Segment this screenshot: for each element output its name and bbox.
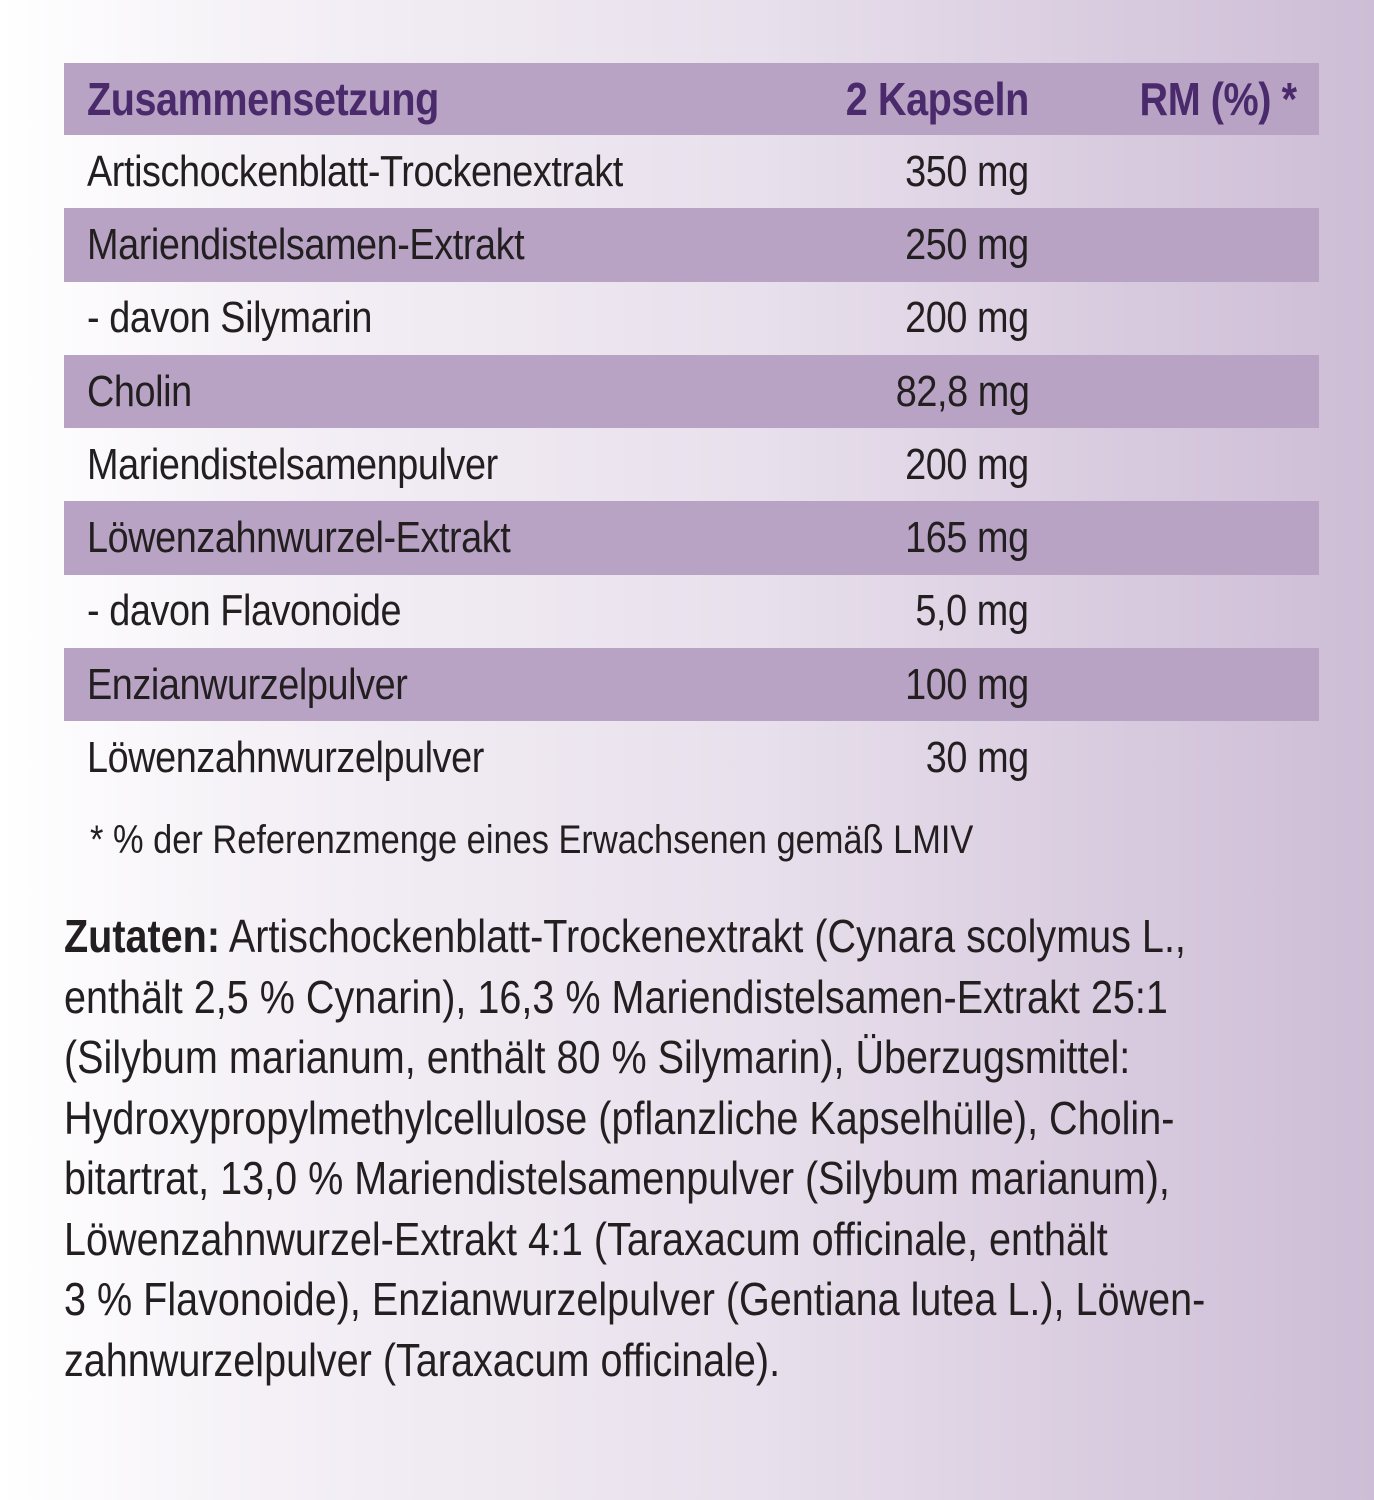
ingredients-line: Löwenzahnwurzel-Extrakt 4:1 (Taraxacum officinale, enthält [64,1212,1108,1265]
ingredients-text [64,906,1311,1390]
composition-table [64,63,1319,795]
ingredients-line: enthält 2,5 % Cynarin), 16,3 % Mariendistelsamen-Extrakt 25:1 [64,970,1168,1023]
row-amount: 350 mg [905,146,1029,196]
footnote: * % der Referenzmenge eines Erwachsenen gemäß LMIV [90,818,974,862]
ingredients-line: 3 % Flavonoide), Enzianwurzelpulver (Gentiana lutea L.), Löwen- [64,1273,1206,1325]
row-name: Artischockenblatt-Trockenextrakt [87,146,623,196]
row-name: Löwenzahnwurzelpulver [87,733,484,783]
row-name: Löwenzahnwurzel-Extrakt [87,513,511,563]
row-name: Cholin [87,366,192,416]
row-name: Mariendistelsamen-Extrakt [87,219,525,269]
ingredients-label: Zutaten: [64,910,221,962]
table-row [64,648,1319,721]
row-amount: 82,8 mg [895,366,1029,416]
ingredients-line-text: Artischockenblatt-Trockenextrakt (Cynara scolymus L., [220,910,1186,962]
ingredients-line: (Silybum marianum, enthält 80 % Silymarin), Überzugsmittel: [64,1031,1131,1083]
table-row [64,282,1319,355]
row-amount: 5,0 mg [915,586,1029,636]
table-row [64,355,1319,428]
header-composition: Zusammensetzung [87,73,439,125]
table-row [64,135,1319,208]
row-amount: 165 mg [905,513,1029,563]
ingredients-line: zahnwurzelpulver (Taraxacum officinale). [64,1333,781,1386]
table-row [64,721,1319,794]
ingredients-line [64,906,1311,967]
table-row [64,428,1319,501]
composition-panel [64,63,1319,795]
row-name: - davon Flavonoide [87,586,402,636]
row-name: Enzianwurzelpulver [87,659,408,709]
table-header [64,63,1319,135]
table-row [64,208,1319,281]
row-amount: 30 mg [925,733,1029,783]
row-amount: 200 mg [905,293,1029,343]
header-rm: RM (%) * [1140,73,1297,125]
row-name: Mariendistelsamenpulver [87,439,498,489]
row-amount: 250 mg [905,219,1029,269]
table-row [64,575,1319,648]
row-name: - davon Silymarin [87,293,373,343]
row-amount: 200 mg [905,439,1029,489]
table-row [64,501,1319,574]
ingredients-line: bitartrat, 13,0 % Mariendistelsamenpulver (Silybum marianum), [64,1152,1170,1204]
ingredients-line: Hydroxypropylmethylcellulose (pflanzliche Kapselhülle), Cholin- [64,1091,1175,1144]
header-amount: 2 Kapseln [845,73,1029,125]
row-amount: 100 mg [905,659,1029,709]
